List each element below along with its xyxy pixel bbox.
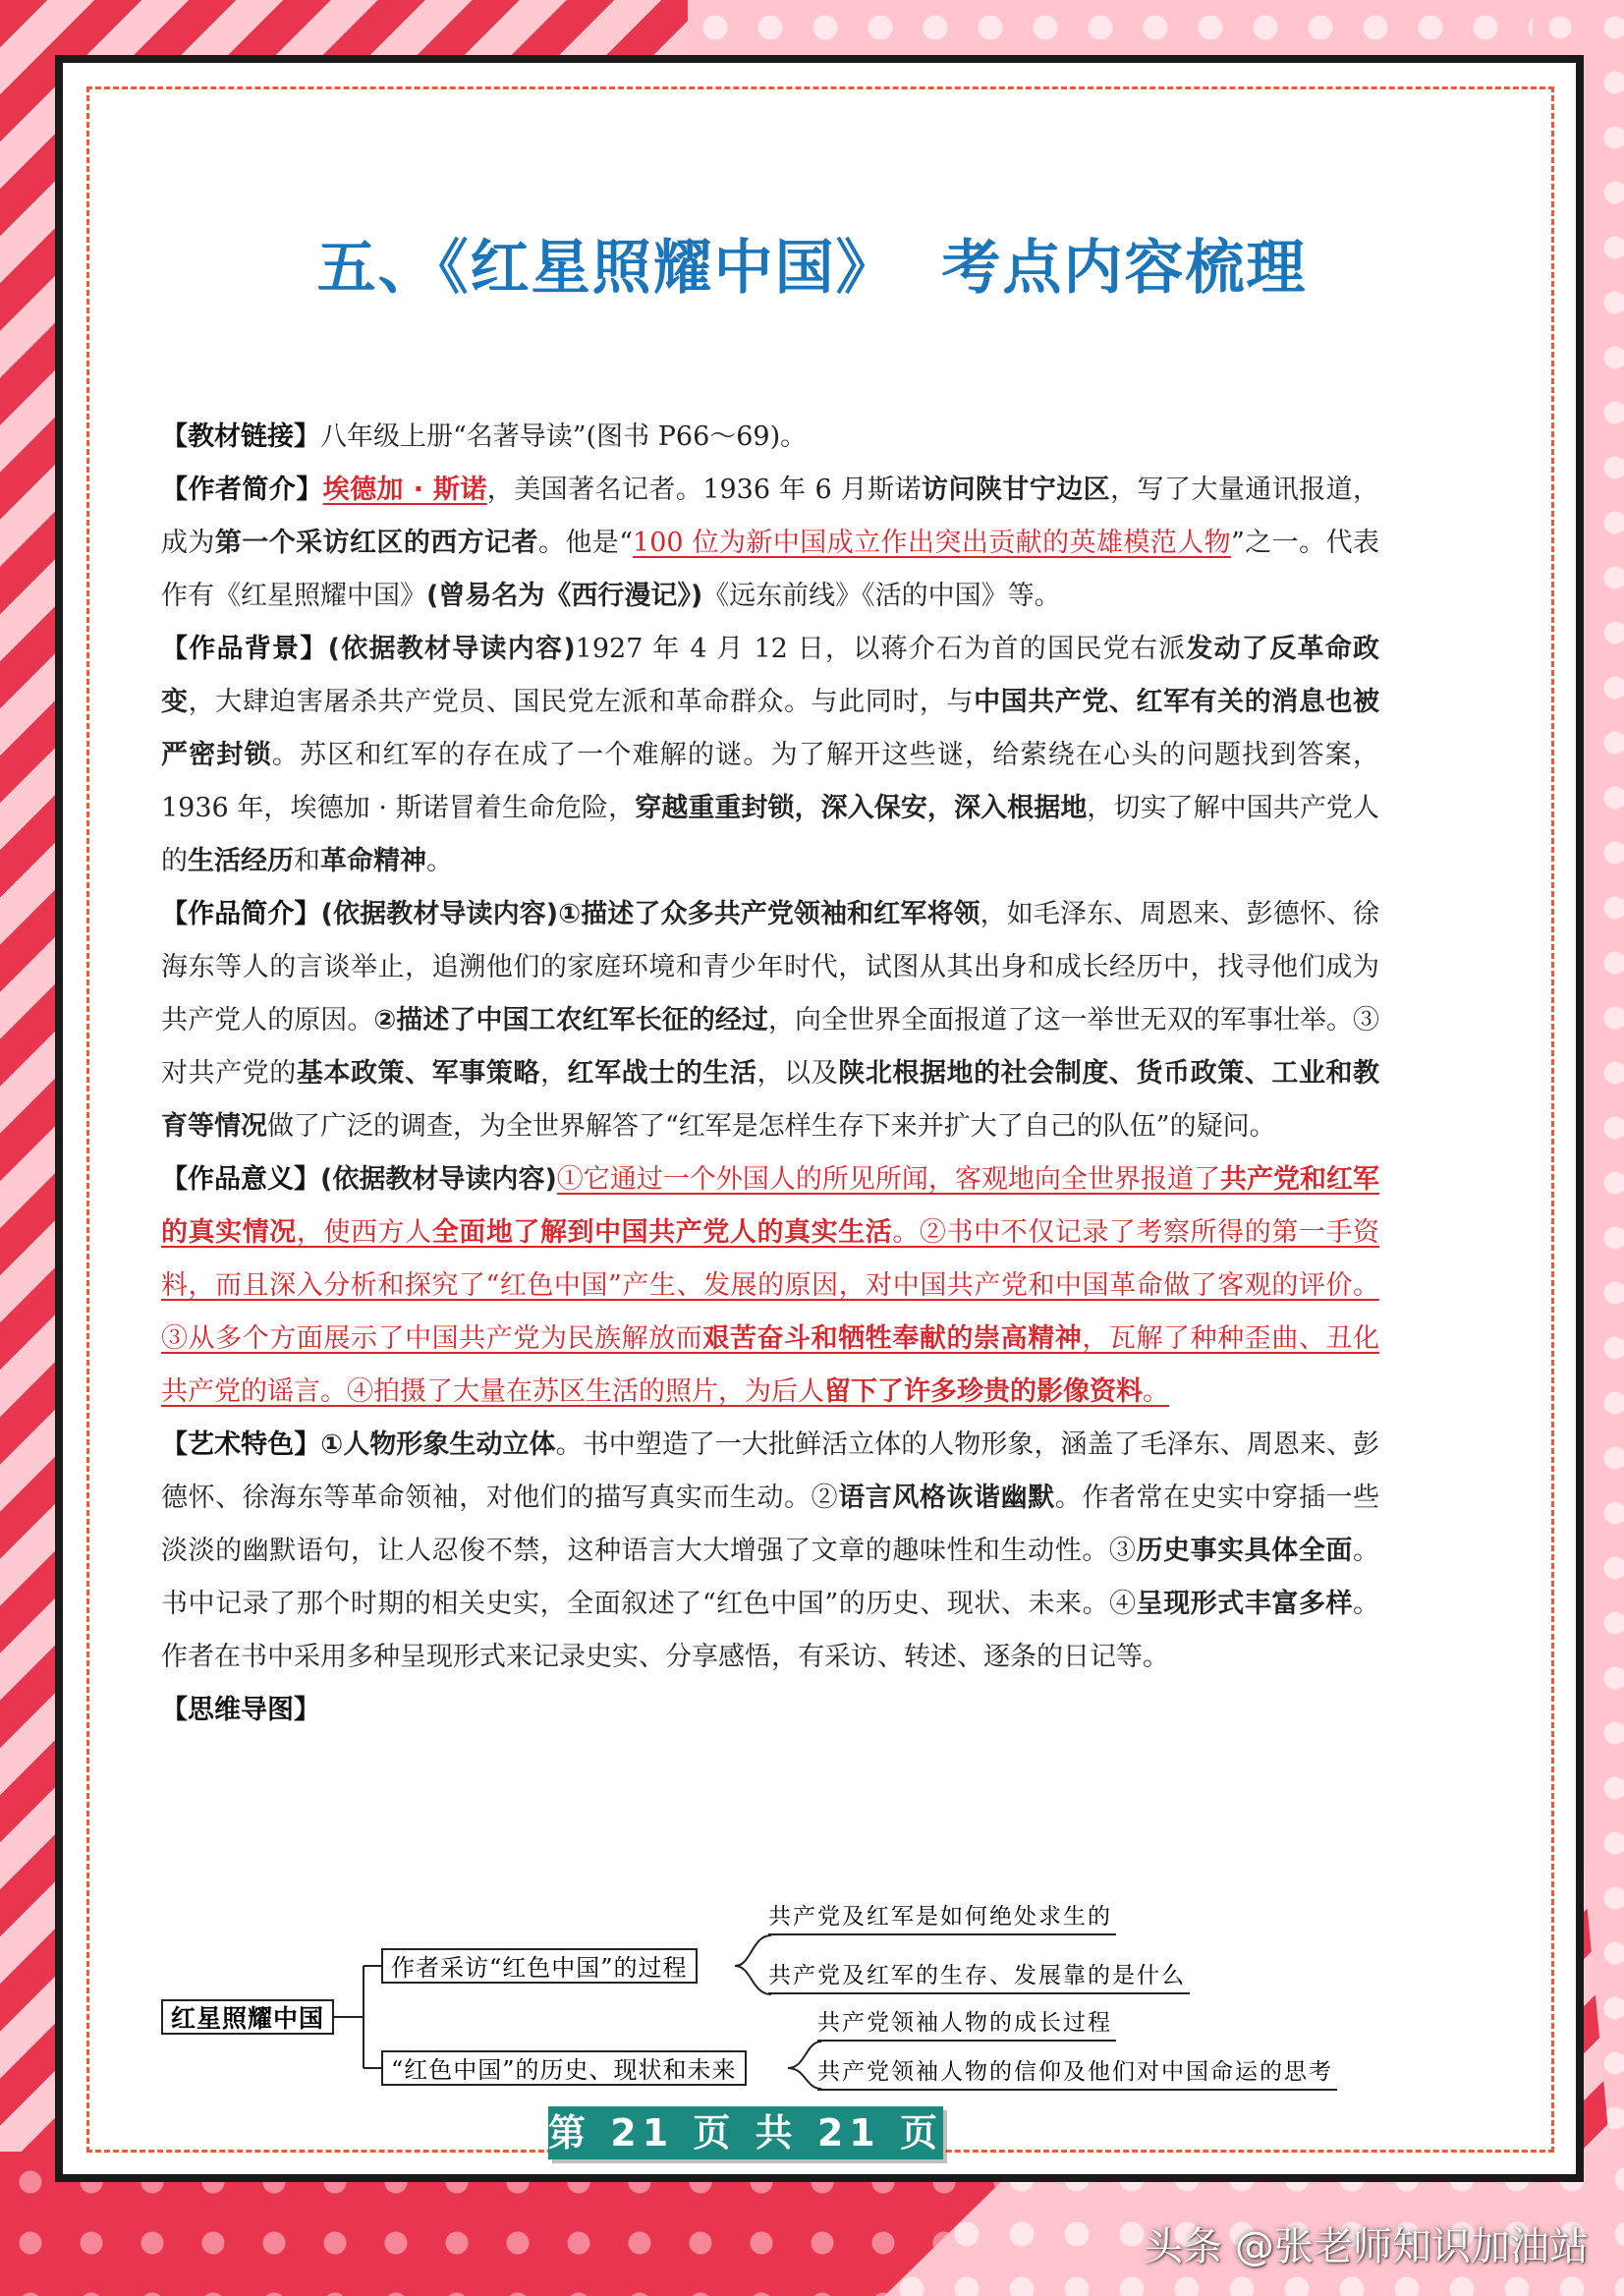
dotted-corner-decoration (688, 0, 1624, 59)
document-body (161, 411, 1379, 1737)
mind-map (157, 1896, 1395, 2093)
mind-map-branch: “红色中国”的历史、现状和未来 (381, 2050, 747, 2086)
section-tag: 【作者简介】 (161, 475, 323, 505)
paragraph-significance: 【作品意义】(依据教材导读内容)①它通过一个外国人的所见所闻，客观地向全世界报道了共产党和红军的真实情况，使西方人全面地了解到中国共产党人的真实生活。②书中不仅记录了考察所得的第一手资料，而且深入分析和探究了“红色中国”产生、发展的原因，对中国共产党和中国革命做了客观的评价。③从多个方面展示了中国共产党为民族解放而艰苦奋斗和牺牲奉献的崇高精神，瓦解了种种歪曲、丑化共产党的谣言。④拍摄了大量在苏区生活的照片，为后人留下了许多珍贵的影像资料。 (161, 1164, 1380, 1407)
paragraph-author: 【作者简介】埃德加 · 斯诺，美国著名记者。1936 年 6 月斯诺访问陕甘宁边区，写了大量通讯报道，成为第一个采访红区的西方记者。他是“100 位为新中国成立作出突出贡献的英雄模范人物”之一。代表作有《红星照耀中国》(曾易名为《西行漫记》)《远东前线》《活的中国》等。 (161, 475, 1380, 611)
mind-map-leaf: 共产党领袖人物的成长过程 (817, 2006, 1116, 2042)
paragraph-background: 【作品背景】(依据教材导读内容)1927 年 4 月 12 日，以蒋介石为首的国民党右派发动了反革命政变，大肆迫害屠杀共产党员、国民党左派和革命群众。与此同时，与中国共产党、红军有关的消息也被严密封锁。苏区和红军的存在成了一个难解的谜。为了解开这些谜，给萦绕在心头的问题找到答案，1936 年，埃德加 · 斯诺冒着生命危险，穿越重重封锁，深入保安，深入根据地，切实了解中国共产党人的生活经历和革命精神。 (161, 634, 1380, 876)
mind-map-root: 红星照耀中国 (161, 1999, 334, 2035)
paragraph-mindmap (161, 1684, 1379, 1737)
section-tag: 【艺术特色】 (161, 1429, 321, 1460)
page-number-badge: 第 21 页 共 21 页 (548, 2106, 943, 2159)
paragraph-summary: 【作品简介】(依据教材导读内容)①描述了众多共产党领袖和红军将领，如毛泽东、周恩来、彭德怀、徐海东等人的言谈举止，追溯他们的家庭环境和青少年时代，试图从其出身和成长经历中，找寻他们成为共产党人的原因。②描述了中国工农红军长征的经过，向全世界全面报道了这一举世无双的军事壮举。③对共产党的基本政策、军事策略，红军战士的生活，以及陕北根据地的社会制度、货币政策、工业和教育等情况做了广泛的调查，为全世界解答了“红军是怎样生存下来并扩大了自己的队伍”的疑问。 (161, 899, 1380, 1142)
page-title: 五、《红星照耀中国》 考点内容梳理 (316, 234, 1308, 303)
paragraph-art: 【艺术特色】①人物形象生动立体。书中塑造了一大批鲜活立体的人物形象，涵盖了毛泽东、周恩来、彭德怀、徐海东等革命领袖，对他们的描写真实而生动。②语言风格诙谐幽默。作者常在史实中穿插一些淡淡的幽默语句，让人忍俊不禁，这种语言大大增强了文章的趣味性和生动性。③历史事实具体全面。书中记录了那个时期的相关史实，全面叙述了“红色中国”的历史、现状、未来。④呈现形式丰富多样。作者在书中采用多种呈现形式来记录史实、分享感悟，有采访、转述、逐条的日记等。 (161, 1429, 1380, 1672)
mind-map-branch: 作者采访“红色中国”的过程 (381, 1948, 698, 1984)
mind-map-leaf: 共产党及红军是如何绝处求生的 (768, 1900, 1116, 1935)
section-tag: 【教材链接】 (161, 421, 320, 452)
author-name: 埃德加 · 斯诺 (322, 475, 487, 505)
paragraph-textbook: 【教材链接】八年级上册“名著导读”(图书 P66～69)。 (161, 421, 808, 452)
section-tag: 【作品简介】 (161, 899, 321, 929)
section-tag: 【思维导图】 (161, 1695, 320, 1725)
highlight-honor: 100 位为新中国成立作出突出贡献的英雄模范人物 (633, 528, 1232, 558)
section-tag: 【作品背景】 (161, 634, 328, 664)
mind-map-leaf: 共产党及红军的生存、发展靠的是什么 (768, 1959, 1190, 1994)
section-tag: 【作品意义】 (161, 1164, 321, 1195)
mind-map-leaf: 共产党领袖人物的信仰及他们对中国命运的思考 (817, 2055, 1337, 2091)
watermark: 头条 @张老师知识加油站 (1144, 2224, 1589, 2269)
